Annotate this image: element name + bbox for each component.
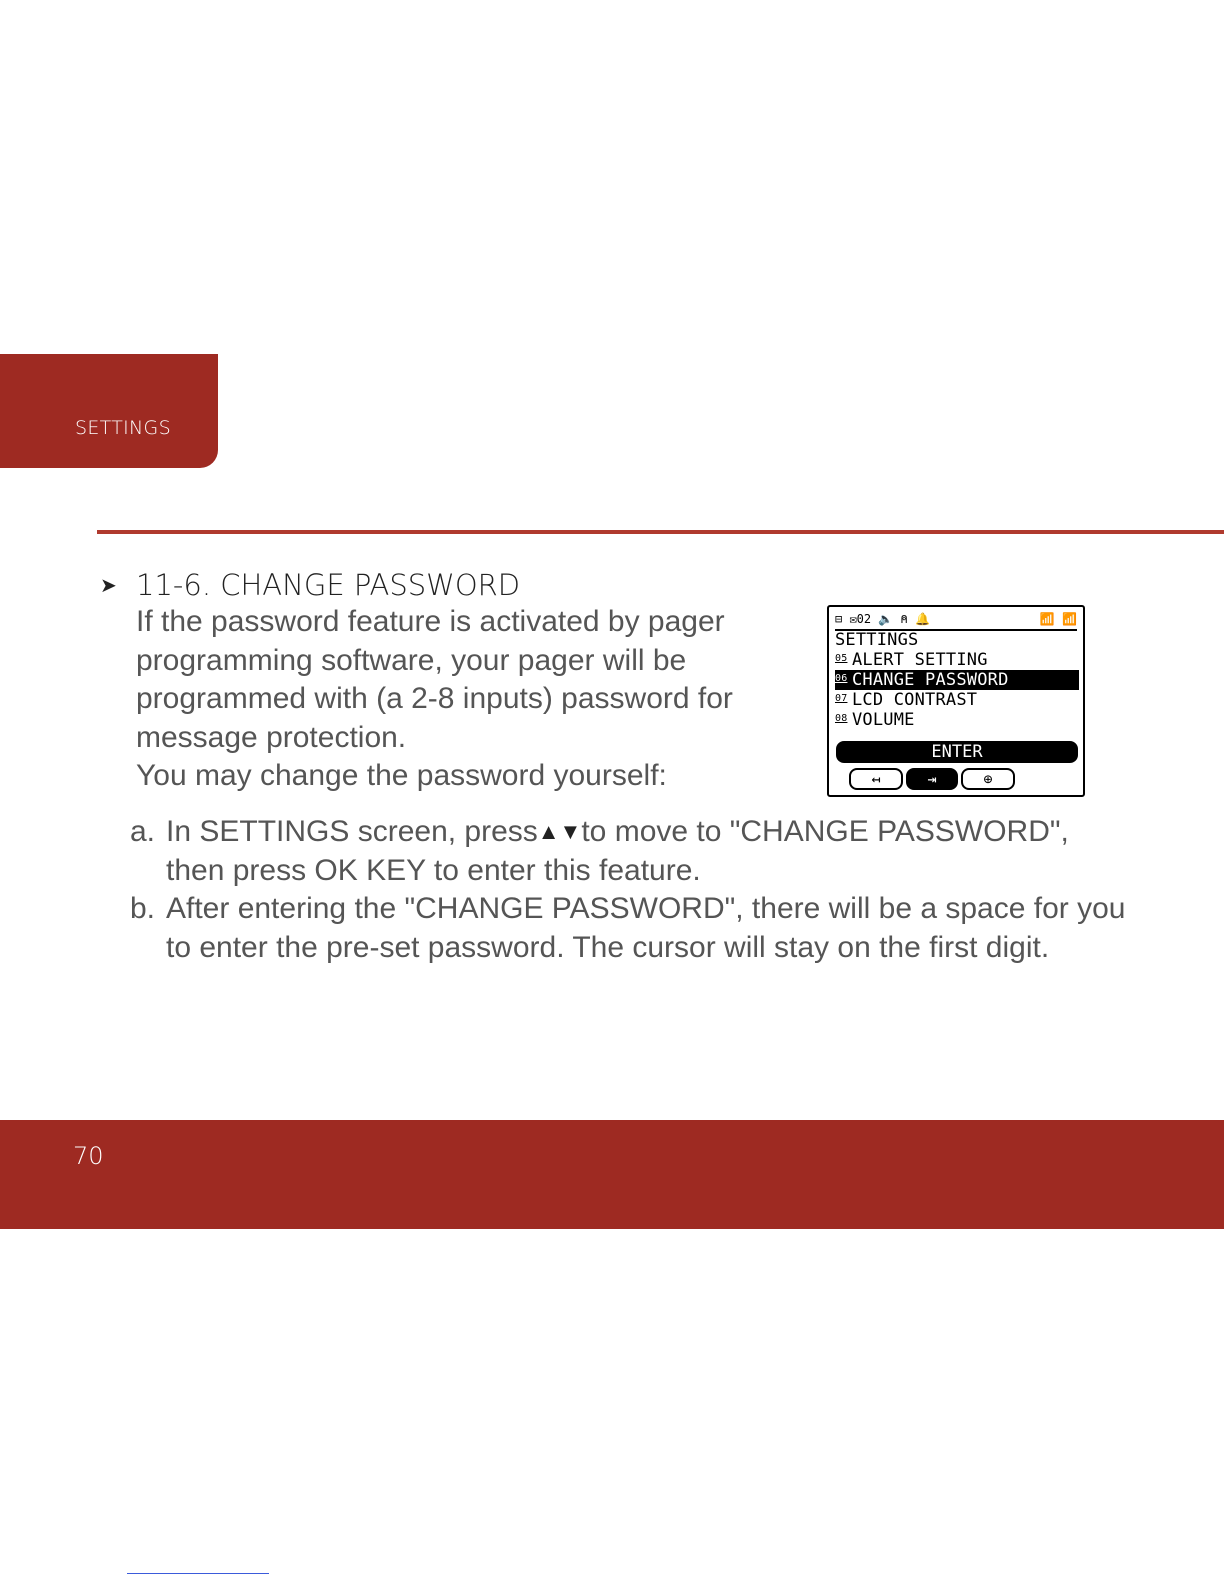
signal-icon: 📶 📶 xyxy=(1039,612,1077,626)
step-text-after: to move to "CHANGE PASSWORD", then press OK KEY to enter this feature. xyxy=(166,815,1069,887)
steps-list xyxy=(130,813,1130,967)
heading-text: 11-6. CHANGE PASSWORD xyxy=(136,568,521,602)
lcd-menu-item xyxy=(835,710,1079,730)
lcd-enter-bar: ENTER xyxy=(836,741,1078,763)
lcd-title: SETTINGS xyxy=(835,630,919,650)
intro-paragraph-2: You may change the password yourself: xyxy=(136,759,667,792)
lcd-item-label: VOLUME xyxy=(852,710,915,730)
footer-band xyxy=(0,1120,1224,1229)
zoom-icon: ⊕ xyxy=(961,768,1015,790)
lcd-item-number: 08 xyxy=(835,713,848,724)
section-tab xyxy=(0,354,218,468)
enter-icon: ⇥ xyxy=(906,768,958,790)
bullet-arrow-icon: ➤ xyxy=(100,573,117,597)
lcd-item-number: 05 xyxy=(835,653,848,664)
lcd-menu-item xyxy=(835,650,1079,670)
bottom-divider xyxy=(127,1573,269,1574)
lcd-item-label: LCD CONTRAST xyxy=(852,690,978,710)
list-item xyxy=(130,813,1130,890)
back-icon: ↤ xyxy=(849,768,903,790)
intro-paragraph: If the password feature is activated by pager programming software, your pager will be programmed with (a 2-8 inputs) password for message protection. xyxy=(136,605,733,754)
lcd-item-label: ALERT SETTING xyxy=(852,650,988,670)
lcd-item-number: 06 xyxy=(835,673,848,684)
up-down-arrows-icon: ▲▼ xyxy=(537,819,582,844)
status-icons-left: ⊟ ✉02 🔈 ⍝ 🔔 xyxy=(835,612,930,626)
step-marker: b. xyxy=(130,892,156,925)
intro-text xyxy=(136,603,796,796)
pager-lcd-screenshot xyxy=(827,605,1085,797)
section-tab-label: SETTINGS xyxy=(75,417,171,439)
lcd-status-bar xyxy=(835,609,1077,631)
section-rule xyxy=(97,530,1224,534)
section-heading xyxy=(100,568,520,602)
step-text-before: In SETTINGS screen, press xyxy=(166,815,538,848)
lcd-item-number: 07 xyxy=(835,693,848,704)
step-text xyxy=(166,813,1130,890)
step-marker: a. xyxy=(130,815,156,848)
lcd-menu-item-selected xyxy=(835,670,1079,690)
lcd-menu-item xyxy=(835,690,1079,710)
step-text: After entering the "CHANGE PASSWORD", there will be a space for you to enter the pre-set password. The cursor will stay on the first digit. xyxy=(166,892,1126,964)
lcd-item-label: CHANGE PASSWORD xyxy=(852,670,1009,690)
page-number: 70 xyxy=(73,1142,104,1170)
list-item xyxy=(130,890,1130,967)
